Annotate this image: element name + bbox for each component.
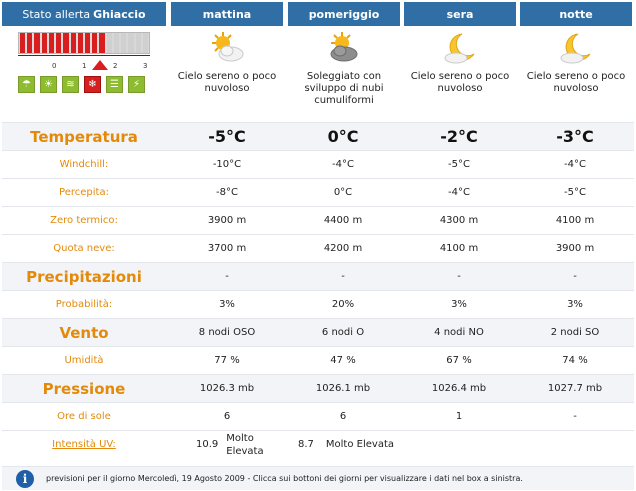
windchill-row xyxy=(2,150,634,178)
percepita-label: Percepita: xyxy=(59,187,109,198)
alert-bar xyxy=(49,33,54,53)
alert-bar xyxy=(121,33,126,53)
period-weather-pomeriggio xyxy=(289,30,399,118)
temperatura-label: Temperatura xyxy=(30,127,138,146)
period-header-label: mattina xyxy=(202,7,252,21)
umidita-value-sera: 67 % xyxy=(446,355,472,366)
snow-icon[interactable]: ❄ xyxy=(84,76,101,93)
alert-bar xyxy=(92,33,97,53)
probabilita-value-sera: 3% xyxy=(451,299,467,310)
quota-neve-label: Quota neve: xyxy=(53,243,115,254)
temperatura-value-sera: -2°C xyxy=(440,127,478,146)
pressione-value-pomeriggio: 1026.1 mb xyxy=(315,383,371,394)
alert-header-label: Stato allerta xyxy=(22,7,91,21)
temperatura-value-pomeriggio: 0°C xyxy=(327,127,359,146)
zero-termico-value-notte: 4100 m xyxy=(555,215,595,226)
quota-neve-value-sera: 4100 m xyxy=(439,243,479,254)
period-weather-sera xyxy=(405,30,515,118)
alert-bar xyxy=(42,33,47,53)
precipitazioni-value-mattina: - xyxy=(225,271,229,282)
alert-icons xyxy=(18,76,145,93)
period-weather-mattina xyxy=(172,30,282,118)
period-header-sera xyxy=(404,2,516,26)
alert-bar xyxy=(99,33,104,53)
alert-bar xyxy=(107,33,112,53)
alert-bars xyxy=(18,32,150,54)
period-description: Cielo sereno o poco nuvoloso xyxy=(177,71,277,94)
uv-level: Molto Elevata xyxy=(226,432,264,457)
moon-cloud-icon xyxy=(556,30,596,66)
zero-termico-value-mattina: 3900 m xyxy=(207,215,247,226)
windchill-value-notte: -4°C xyxy=(564,159,586,170)
zero-termico-row xyxy=(2,206,634,234)
precipitazioni-value-sera: - xyxy=(457,271,461,282)
quota-neve-value-mattina: 3700 m xyxy=(207,243,247,254)
pressione-row xyxy=(2,374,634,402)
zero-termico-label: Zero termico: xyxy=(50,215,118,226)
footer-info xyxy=(2,466,634,490)
vento-label: Vento xyxy=(59,323,109,342)
alert-bar xyxy=(78,33,83,53)
vento-value-pomeriggio: 6 nodi O xyxy=(321,327,365,338)
percepita-row xyxy=(2,178,634,206)
pressione-label: Pressione xyxy=(42,379,126,398)
period-description: Soleggiato con sviluppo di nubi cumuliformi xyxy=(304,71,384,106)
alert-bar xyxy=(34,33,39,53)
alert-bar xyxy=(71,33,76,53)
uv-entry-mattina xyxy=(196,431,276,458)
storm-icon[interactable]: ⚡ xyxy=(128,76,145,93)
windchill-value-mattina: -10°C xyxy=(212,159,242,170)
ore-di-sole-label: Ore di sole xyxy=(57,411,111,422)
ore-di-sole-row xyxy=(2,402,634,430)
uv-row xyxy=(2,430,634,458)
ore-di-sole-value-mattina: 6 xyxy=(223,411,231,422)
temperatura-value-notte: -3°C xyxy=(556,127,594,146)
period-weather-notte xyxy=(521,30,631,118)
umidita-value-mattina: 77 % xyxy=(214,355,240,366)
uv-entry-pomeriggio xyxy=(298,431,418,458)
zero-termico-value-sera: 4300 m xyxy=(439,215,479,226)
windchill-label: Windchill: xyxy=(59,159,109,170)
temperatura-row xyxy=(2,122,634,150)
probabilita-value-mattina: 3% xyxy=(219,299,235,310)
alert-level-name: Ghiaccio xyxy=(93,7,146,21)
alert-scale xyxy=(18,56,150,70)
uv-label-link[interactable]: Intensità UV: xyxy=(52,439,116,450)
sun-cloud-icon xyxy=(207,30,247,66)
ore-di-sole-value-notte: - xyxy=(573,411,577,422)
uv-value: 10.9 xyxy=(196,439,219,450)
pressione-value-sera: 1026.4 mb xyxy=(431,383,487,394)
ore-di-sole-value-sera: 1 xyxy=(455,411,463,422)
umidita-label: Umidità xyxy=(64,355,104,366)
umidita-value-notte: 74 % xyxy=(562,355,588,366)
uv-value: 8.7 xyxy=(298,439,314,450)
alert-scale-1: 1 xyxy=(82,62,87,70)
alert-header xyxy=(2,2,166,26)
alert-bar xyxy=(56,33,61,53)
period-header-notte xyxy=(520,2,632,26)
probabilita-value-notte: 3% xyxy=(567,299,583,310)
vento-value-mattina: 8 nodi OSO xyxy=(198,327,256,338)
precipitazioni-label: Precipitazioni xyxy=(26,267,142,286)
period-description: Cielo sereno o poco nuvoloso xyxy=(526,71,626,94)
umidita-value-pomeriggio: 47 % xyxy=(330,355,356,366)
sun-icon[interactable]: ☀ xyxy=(40,76,57,93)
alert-scale-3: 3 xyxy=(143,62,148,70)
alert-bar xyxy=(63,33,68,53)
temperatura-value-mattina: -5°C xyxy=(208,127,246,146)
probabilita-value-pomeriggio: 20% xyxy=(331,299,355,310)
alert-bar xyxy=(20,33,25,53)
alert-gauge xyxy=(18,32,150,102)
ore-di-sole-value-pomeriggio: 6 xyxy=(339,411,347,422)
period-header-pomeriggio xyxy=(288,2,400,26)
percepita-value-notte: -5°C xyxy=(564,187,586,198)
precipitazioni-value-notte: - xyxy=(573,271,577,282)
alert-level-marker xyxy=(92,60,108,70)
fog-icon[interactable]: ☰ xyxy=(106,76,123,93)
footer-text: previsioni per il giorno Mercoledì, 19 Agosto 2009 - Clicca sui bottoni dei giorni per visualizzare i dati nel box a sinistra. xyxy=(46,474,523,483)
period-header-mattina xyxy=(171,2,283,26)
vento-value-notte: 2 nodi SO xyxy=(550,327,600,338)
period-header-label: sera xyxy=(446,7,474,21)
probabilita-row xyxy=(2,290,634,318)
percepita-value-pomeriggio: 0°C xyxy=(333,187,353,198)
quota-neve-row xyxy=(2,234,634,262)
rain-icon[interactable]: ☂ xyxy=(18,76,35,93)
quota-neve-value-notte: 3900 m xyxy=(555,243,595,254)
percepita-value-sera: -4°C xyxy=(448,187,470,198)
zero-termico-value-pomeriggio: 4400 m xyxy=(323,215,363,226)
quota-neve-value-pomeriggio: 4200 m xyxy=(323,243,363,254)
alert-bar xyxy=(136,33,141,53)
windchill-value-sera: -5°C xyxy=(448,159,470,170)
umidita-row xyxy=(2,346,634,374)
period-header-label: notte xyxy=(559,7,593,21)
vento-value-sera: 4 nodi NO xyxy=(434,327,484,338)
period-description: Cielo sereno o poco nuvoloso xyxy=(410,71,510,94)
info-icon: i xyxy=(16,470,34,488)
alert-bar xyxy=(85,33,90,53)
pressione-value-mattina: 1026.3 mb xyxy=(199,383,255,394)
windchill-value-pomeriggio: -4°C xyxy=(332,159,354,170)
moon-cloud-icon xyxy=(440,30,480,66)
period-header-label: pomeriggio xyxy=(308,7,380,21)
percepita-value-mattina: -8°C xyxy=(216,187,238,198)
alert-bar xyxy=(143,33,148,53)
precipitazioni-row xyxy=(2,262,634,290)
alert-bar xyxy=(27,33,32,53)
alert-bar xyxy=(128,33,133,53)
alert-bar xyxy=(114,33,119,53)
uv-level: Molto Elevata xyxy=(325,439,394,450)
sun-grey-cloud-icon xyxy=(324,30,364,66)
pressione-value-notte: 1027.7 mb xyxy=(547,383,603,394)
probabilita-label: Probabilità: xyxy=(55,299,113,310)
vento-row xyxy=(2,318,634,346)
precipitazioni-value-pomeriggio: - xyxy=(341,271,345,282)
alert-scale-0: 0 xyxy=(52,62,57,70)
wind-icon[interactable]: ≋ xyxy=(62,76,79,93)
alert-scale-2: 2 xyxy=(113,62,118,70)
